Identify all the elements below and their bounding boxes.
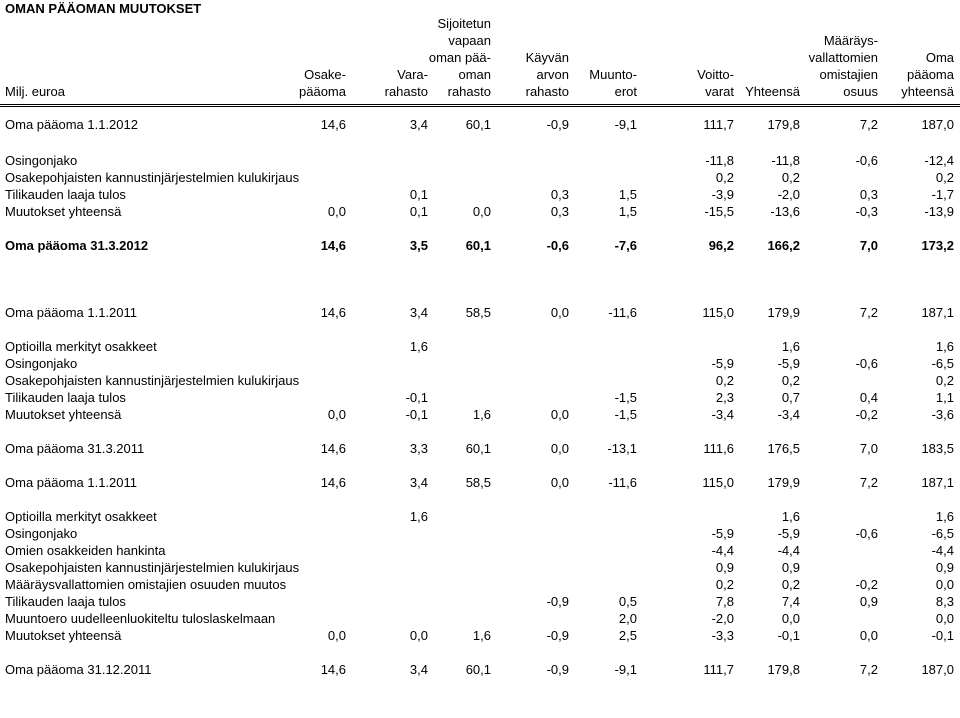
cell-value: 0,0 xyxy=(550,441,569,456)
cell-value: 0,0 xyxy=(935,577,954,592)
table-row xyxy=(0,204,960,221)
cell-value: 0,9 xyxy=(715,560,734,575)
cell-value: -0,6 xyxy=(855,526,878,541)
cell-value: 1,6 xyxy=(935,509,954,524)
cell-value: 0,5 xyxy=(618,594,637,609)
table-row xyxy=(0,339,960,356)
cell-value: 3,4 xyxy=(409,662,428,677)
cell-value: -13,9 xyxy=(924,204,954,219)
table-row xyxy=(0,628,960,645)
cell-value: -13,1 xyxy=(607,441,637,456)
cell-value: 179,9 xyxy=(767,475,800,490)
cell-value: -3,3 xyxy=(711,628,734,643)
cell-value: 14,6 xyxy=(320,441,346,456)
column-header-9: Oma pääoma yhteensä xyxy=(901,50,954,99)
cell-value: 0,2 xyxy=(781,577,800,592)
cell-value: 3,3 xyxy=(409,441,428,456)
cell-value: 176,5 xyxy=(767,441,800,456)
cell-value: -0,1 xyxy=(405,407,428,422)
cell-value: -9,1 xyxy=(614,662,637,677)
row-label: Osakepohjaisten kannustinjärjestelmien kulukirjaus xyxy=(5,170,300,185)
cell-value: -6,5 xyxy=(931,356,954,371)
cell-value: 187,1 xyxy=(921,475,954,490)
row-label: Optioilla merkityt osakkeet xyxy=(5,509,157,524)
table-row xyxy=(0,407,960,424)
cell-value: -0,1 xyxy=(777,628,800,643)
cell-value: -4,4 xyxy=(931,543,954,558)
cell-value: -2,0 xyxy=(777,187,800,202)
row-label: Omien osakkeiden hankinta xyxy=(5,543,166,558)
cell-value: 166,2 xyxy=(767,238,800,253)
table-row xyxy=(0,594,960,611)
cell-value: 179,8 xyxy=(767,662,800,677)
cell-value: 0,3 xyxy=(550,204,569,219)
row-label: Oma pääoma 1.1.2011 xyxy=(5,475,138,490)
cell-value: 2,3 xyxy=(715,390,734,405)
unit-label: Milj. euroa xyxy=(5,84,65,99)
cell-value: 173,2 xyxy=(921,238,954,253)
cell-value: 2,0 xyxy=(618,611,637,626)
cell-value: 1,5 xyxy=(618,187,637,202)
cell-value: 1,6 xyxy=(409,339,428,354)
cell-value: -1,7 xyxy=(931,187,954,202)
cell-value: -0,2 xyxy=(855,407,878,422)
cell-value: 0,2 xyxy=(935,373,954,388)
column-header-7: Yhteensä xyxy=(745,84,800,99)
cell-value: 58,5 xyxy=(465,475,491,490)
cell-value: 1,1 xyxy=(935,390,954,405)
cell-value: -0,6 xyxy=(855,153,878,168)
row-label: Tilikauden laaja tulos xyxy=(5,594,126,609)
cell-value: 0,2 xyxy=(781,373,800,388)
cell-value: 14,6 xyxy=(320,305,346,320)
cell-value: -0,1 xyxy=(405,390,428,405)
cell-value: 0,2 xyxy=(715,577,734,592)
table-row xyxy=(0,153,960,170)
row-label: Osakepohjaisten kannustinjärjestelmien kulukirjaus xyxy=(5,373,300,388)
column-header-3: Sijoitetun vapaan oman pää- oman rahasto xyxy=(428,16,491,99)
cell-value: 0,7 xyxy=(781,390,800,405)
table-row xyxy=(0,170,960,187)
cell-value: 111,7 xyxy=(703,117,734,132)
cell-value: -3,9 xyxy=(711,187,734,202)
cell-value: -0,2 xyxy=(855,577,878,592)
row-label: Osingonjako xyxy=(5,356,78,371)
table-row xyxy=(0,187,960,204)
cell-value: -0,6 xyxy=(546,238,569,253)
table-row xyxy=(0,117,960,134)
cell-value: 7,2 xyxy=(859,662,878,677)
cell-value: 187,1 xyxy=(921,305,954,320)
cell-value: 0,0 xyxy=(550,305,569,320)
cell-value: -0,9 xyxy=(546,594,569,609)
cell-value: -3,4 xyxy=(711,407,734,422)
cell-value: -11,6 xyxy=(608,305,637,320)
table-row xyxy=(0,543,960,560)
cell-value: -12,4 xyxy=(924,153,954,168)
row-label: Muutokset yhteensä xyxy=(5,407,122,422)
cell-value: -7,6 xyxy=(614,238,637,253)
cell-value: 60,1 xyxy=(465,662,491,677)
row-label: Muutokset yhteensä xyxy=(5,204,122,219)
cell-value: 60,1 xyxy=(465,117,491,132)
cell-value: -6,5 xyxy=(931,526,954,541)
cell-value: 3,5 xyxy=(409,238,428,253)
cell-value: 0,0 xyxy=(409,628,428,643)
table-row xyxy=(0,390,960,407)
cell-value: -4,4 xyxy=(777,543,800,558)
cell-value: 0,0 xyxy=(550,475,569,490)
cell-value: 179,9 xyxy=(767,305,800,320)
cell-value: 179,8 xyxy=(767,117,800,132)
cell-value: 0,0 xyxy=(781,611,800,626)
table-row xyxy=(0,611,960,628)
cell-value: 0,3 xyxy=(550,187,569,202)
cell-value: -1,5 xyxy=(614,390,637,405)
cell-value: -5,9 xyxy=(711,526,734,541)
cell-value: -11,8 xyxy=(705,153,734,168)
column-header-4: Käyvän arvon rahasto xyxy=(525,50,569,99)
cell-value: 0,0 xyxy=(935,611,954,626)
cell-value: 111,6 xyxy=(703,441,734,456)
cell-value: 14,6 xyxy=(320,238,346,253)
cell-value: 0,0 xyxy=(327,204,346,219)
cell-value: 0,0 xyxy=(550,407,569,422)
cell-value: 0,0 xyxy=(859,628,878,643)
cell-value: -0,3 xyxy=(855,204,878,219)
table-row xyxy=(0,526,960,543)
cell-value: 0,0 xyxy=(472,204,491,219)
row-label: Tilikauden laaja tulos xyxy=(5,187,126,202)
cell-value: 0,2 xyxy=(781,170,800,185)
cell-value: 0,9 xyxy=(781,560,800,575)
cell-value: 7,2 xyxy=(859,475,878,490)
cell-value: 1,5 xyxy=(618,204,637,219)
cell-value: 115,0 xyxy=(702,305,734,320)
cell-value: 1,6 xyxy=(935,339,954,354)
header-divider-bottom xyxy=(0,106,960,107)
cell-value: 7,0 xyxy=(859,441,878,456)
cell-value: 1,6 xyxy=(781,339,800,354)
cell-value: -0,9 xyxy=(546,662,569,677)
cell-value: 0,1 xyxy=(409,187,428,202)
cell-value: 3,4 xyxy=(409,117,428,132)
cell-value: 7,4 xyxy=(781,594,800,609)
header-divider-top xyxy=(0,104,960,105)
cell-value: 0,2 xyxy=(715,170,734,185)
row-label: Tilikauden laaja tulos xyxy=(5,390,126,405)
cell-value: 1,6 xyxy=(472,407,491,422)
cell-value: 14,6 xyxy=(320,475,346,490)
cell-value: 7,2 xyxy=(859,117,878,132)
cell-value: 0,0 xyxy=(327,407,346,422)
row-label: Oma pääoma 31.12.2011 xyxy=(5,662,152,677)
table-row xyxy=(0,475,960,492)
cell-value: 0,9 xyxy=(935,560,954,575)
column-header-8: Määräys- vallattomien omistajien osuus xyxy=(808,33,878,99)
cell-value: 183,5 xyxy=(921,441,954,456)
cell-value: 0,2 xyxy=(935,170,954,185)
cell-value: 14,6 xyxy=(320,117,346,132)
table-row xyxy=(0,509,960,526)
cell-value: -1,5 xyxy=(614,407,637,422)
row-label: Osakepohjaisten kannustinjärjestelmien kulukirjaus xyxy=(5,560,300,575)
row-label: Muuntoero uudelleenluokiteltu tuloslaskelmaan xyxy=(5,611,276,626)
column-header-2: Vara- rahasto xyxy=(384,67,428,99)
table-row xyxy=(0,577,960,594)
table-row xyxy=(0,560,960,577)
cell-value: 7,0 xyxy=(859,238,878,253)
cell-value: -5,9 xyxy=(777,356,800,371)
table-row xyxy=(0,356,960,373)
table-row xyxy=(0,238,960,255)
cell-value: -9,1 xyxy=(614,117,637,132)
cell-value: 1,6 xyxy=(472,628,491,643)
row-label: Osingonjako xyxy=(5,153,78,168)
cell-value: 115,0 xyxy=(702,475,734,490)
row-label: Oma pääoma 31.3.2012 xyxy=(5,238,149,253)
row-label: Oma pääoma 1.1.2011 xyxy=(5,305,138,320)
table-row xyxy=(0,662,960,679)
cell-value: 1,6 xyxy=(409,509,428,524)
cell-value: -0,6 xyxy=(855,356,878,371)
cell-value: -5,9 xyxy=(711,356,734,371)
cell-value: 8,3 xyxy=(935,594,954,609)
row-label: Muutokset yhteensä xyxy=(5,628,122,643)
cell-value: -0,9 xyxy=(546,117,569,132)
cell-value: -2,0 xyxy=(711,611,734,626)
cell-value: 0,9 xyxy=(859,594,878,609)
cell-value: 0,1 xyxy=(409,204,428,219)
cell-value: 60,1 xyxy=(465,238,491,253)
row-label: Osingonjako xyxy=(5,526,78,541)
table-row xyxy=(0,441,960,458)
cell-value: 96,2 xyxy=(708,238,734,253)
cell-value: 187,0 xyxy=(921,662,954,677)
cell-value: -0,1 xyxy=(931,628,954,643)
cell-value: 187,0 xyxy=(921,117,954,132)
cell-value: 3,4 xyxy=(409,475,428,490)
cell-value: 2,5 xyxy=(618,628,637,643)
cell-value: 0,4 xyxy=(859,390,878,405)
cell-value: 0,0 xyxy=(327,628,346,643)
cell-value: -15,5 xyxy=(704,204,734,219)
cell-value: 14,6 xyxy=(320,662,346,677)
table-row xyxy=(0,373,960,390)
cell-value: -4,4 xyxy=(711,543,734,558)
row-label: Oma pääoma 31.3.2011 xyxy=(5,441,145,456)
cell-value: 0,3 xyxy=(859,187,878,202)
column-header-6: Voitto- varat xyxy=(697,67,734,99)
cell-value: 3,4 xyxy=(409,305,428,320)
cell-value: 58,5 xyxy=(465,305,491,320)
cell-value: 0,2 xyxy=(715,373,734,388)
row-label: Optioilla merkityt osakkeet xyxy=(5,339,157,354)
cell-value: 111,7 xyxy=(703,662,734,677)
column-header-5: Muunto- erot xyxy=(589,67,637,99)
row-label: Määräysvallattomien omistajien osuuden muutos xyxy=(5,577,287,592)
row-label: Oma pääoma 1.1.2012 xyxy=(5,117,138,132)
cell-value: 7,2 xyxy=(859,305,878,320)
cell-value: -13,6 xyxy=(770,204,800,219)
cell-value: -5,9 xyxy=(777,526,800,541)
column-header-1: Osake- pääoma xyxy=(299,67,346,99)
cell-value: 60,1 xyxy=(465,441,491,456)
report-title: OMAN PÄÄOMAN MUUTOKSET xyxy=(5,1,202,16)
cell-value: -0,9 xyxy=(546,628,569,643)
cell-value: -3,6 xyxy=(931,407,954,422)
table-row xyxy=(0,305,960,322)
cell-value: 7,8 xyxy=(715,594,734,609)
cell-value: -11,8 xyxy=(771,153,800,168)
cell-value: -11,6 xyxy=(608,475,637,490)
cell-value: 1,6 xyxy=(781,509,800,524)
cell-value: -3,4 xyxy=(777,407,800,422)
